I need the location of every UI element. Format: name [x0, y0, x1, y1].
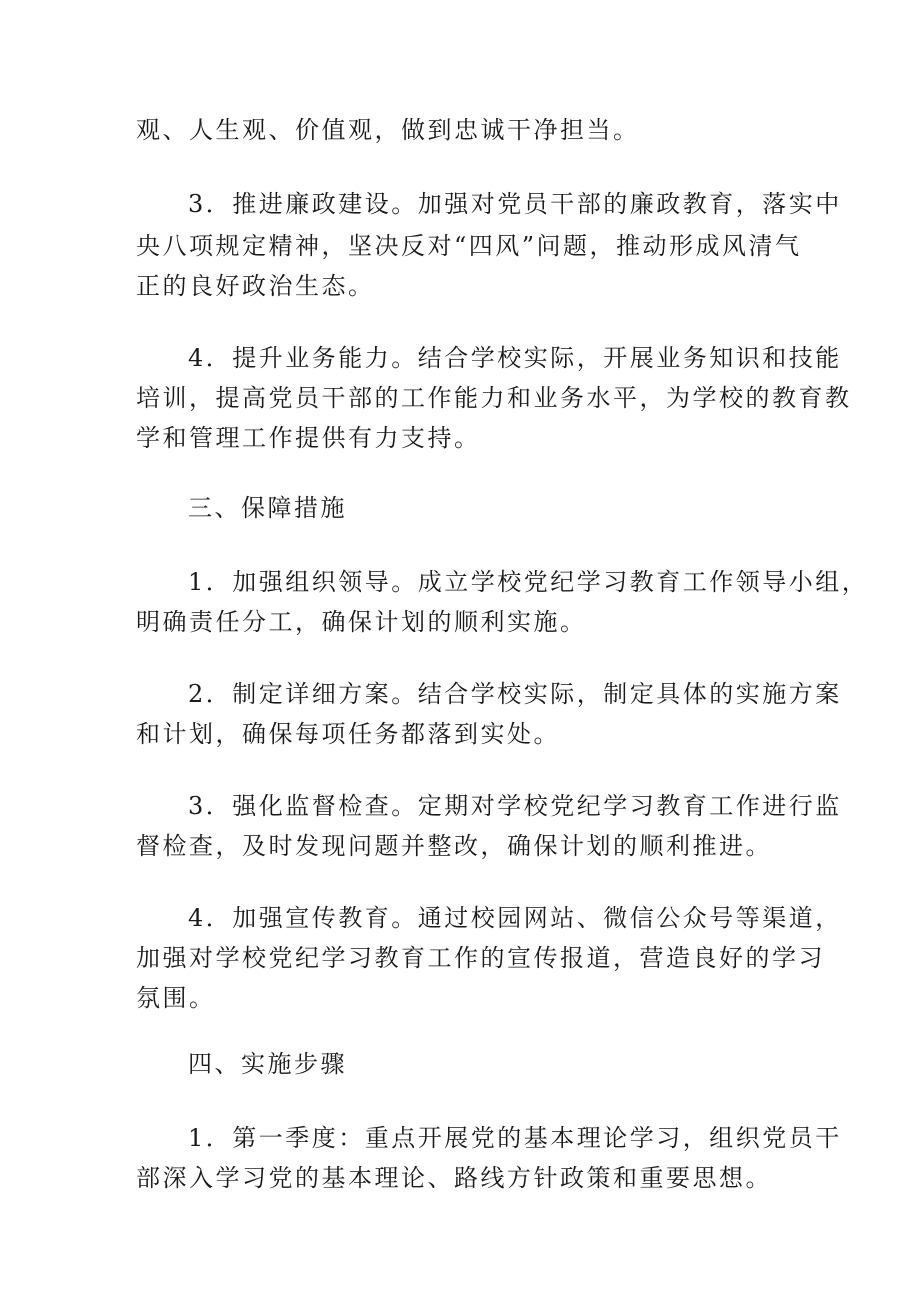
text-line: 氛围。 — [136, 984, 216, 1012]
text-line: 央八项规定精神，坚决反对“四风”问题，推动形成风清气 — [136, 232, 802, 260]
text-line: 3．推进廉政建设。加强对党员干部的廉政教育，落实中 — [188, 190, 842, 218]
text-line: 和计划，确保每项任务都落到实处。 — [136, 720, 560, 748]
text-line: 学和管理工作提供有力支持。 — [136, 424, 481, 452]
text-line: 部深入学习党的基本理论、路线方针政策和重要思想。 — [136, 1164, 772, 1192]
text-line: 2．制定详细方案。结合学校实际，制定具体的实施方案 — [188, 680, 842, 708]
text-line: 培训，提高党员干部的工作能力和业务水平，为学校的教育教 — [136, 384, 852, 412]
text-line: 督检查，及时发现问题并整改，确保计划的顺利推进。 — [136, 832, 772, 860]
text-line: 4．加强宣传教育。通过校园网站、微信公众号等渠道， — [188, 904, 842, 932]
text-line: 加强对学校党纪学习教育工作的宣传报道，营造良好的学习 — [136, 944, 825, 972]
text-line: 正的良好政治生态。 — [136, 272, 375, 300]
section-heading: 三、保障措施 — [188, 494, 347, 522]
section-heading: 四、实施步骤 — [188, 1050, 347, 1078]
text-line: 3．强化监督检查。定期对学校党纪学习教育工作进行监 — [188, 792, 842, 820]
text-line: 明确责任分工，确保计划的顺利实施。 — [136, 608, 587, 636]
text-line: 4．提升业务能力。结合学校实际，开展业务知识和技能 — [188, 344, 842, 372]
text-line: 1．第一季度：重点开展党的基本理论学习，组织党员干 — [188, 1124, 842, 1152]
text-line: 观、人生观、价值观，做到忠诚干净担当。 — [136, 116, 640, 144]
text-line: 1．加强组织领导。成立学校党纪学习教育工作领导小组， — [188, 568, 869, 596]
